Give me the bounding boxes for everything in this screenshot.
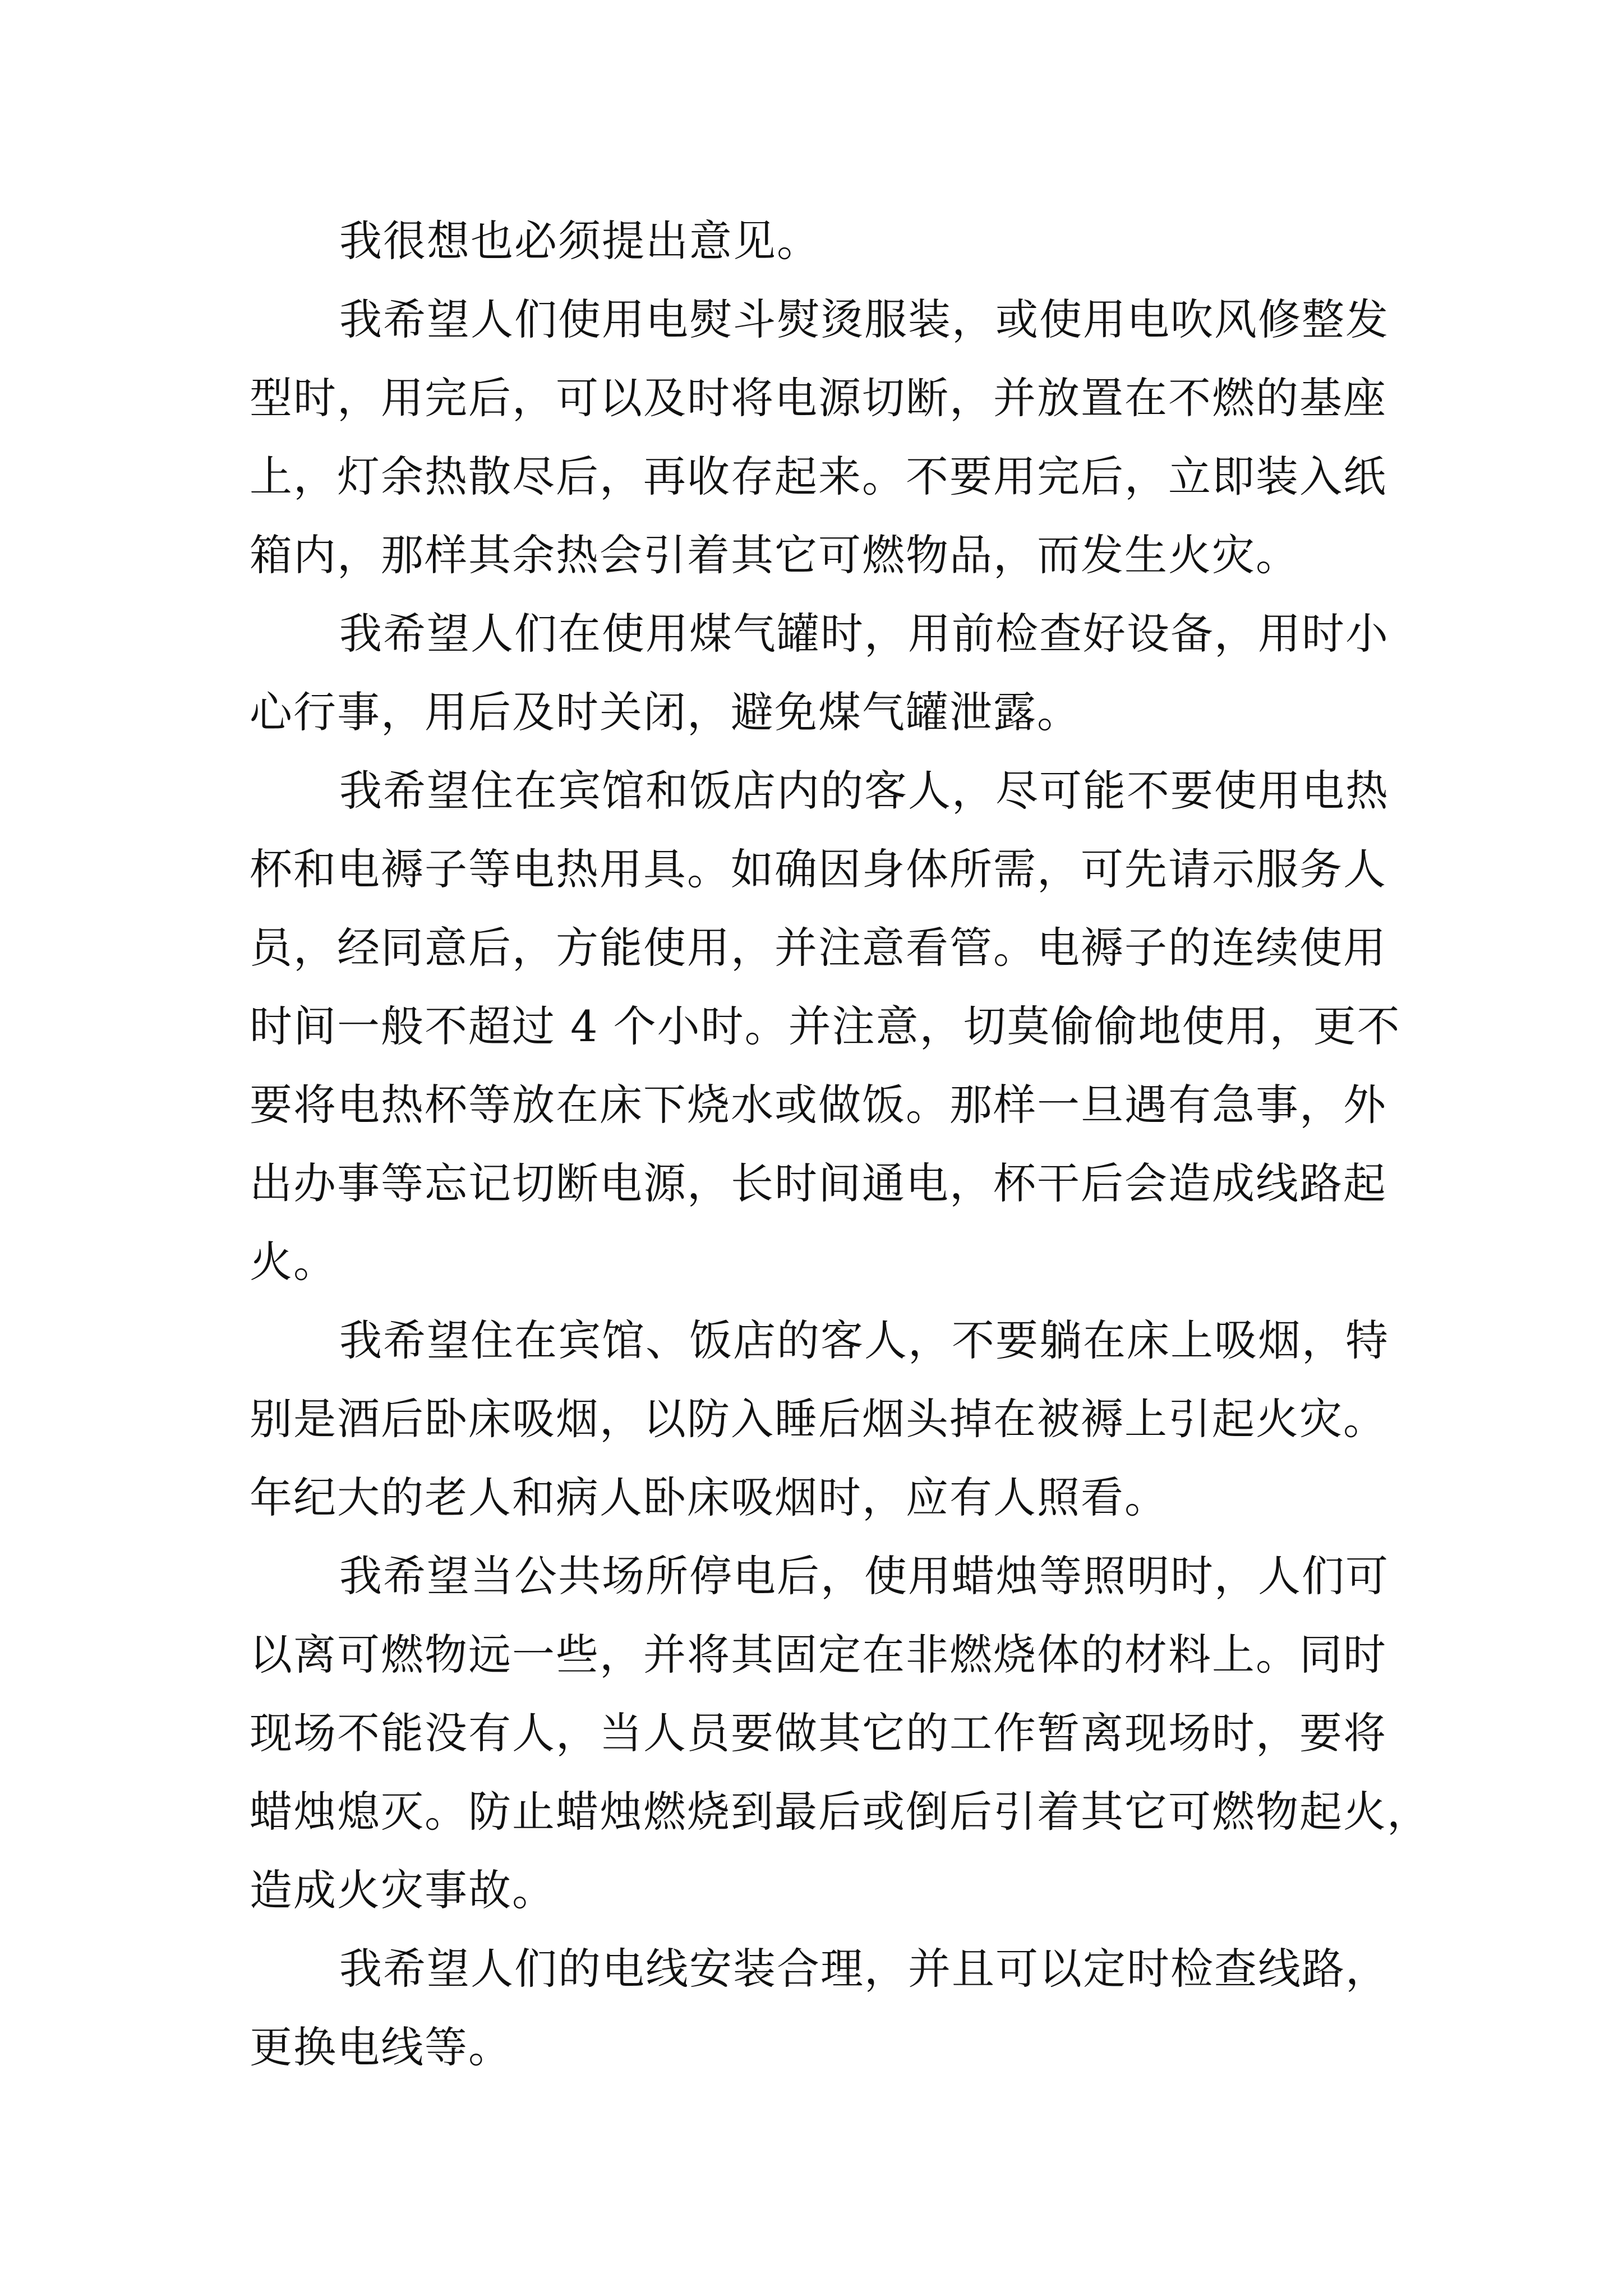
paragraph-line: 现场不能没有人，当人员要做其它的工作暂离现场时，要将 [250,1708,1387,1758]
paragraph-line: 箱内，那样其余热会引着其它可燃物品，而发生火灾。 [250,530,1299,580]
paragraph-line: 别是酒后卧床吸烟，以防入睡后烟头掉在被褥上引起火灾。 [250,1394,1387,1444]
paragraph-line: 杯和电褥子等电热用具。如确因身体所需，可先请示服务人 [250,844,1387,894]
paragraph [250,1930,1389,2087]
paragraph-line: 更换电线等。 [250,2022,512,2072]
document-body [250,202,1431,2087]
paragraph-line: 蜡烛熄灭。防止蜡烛燃烧到最后或倒后引着其它可燃物起火， [250,1787,1431,1837]
paragraph [250,752,1401,1301]
paragraph-line: 我希望当公共场所停电后，使用蜡烛等照明时，人们可 [339,1551,1389,1601]
paragraph-line: 我希望人们的电线安装合理，并且可以定时检查线路， [339,1944,1389,1994]
paragraph [250,595,1389,752]
paragraph [250,1537,1431,1930]
paragraph-line: 要将电热杯等放在床下烧水或做饭。那样一旦遇有急事，外 [250,1080,1387,1130]
paragraph-line: 我希望住在宾馆和饭店内的客人，尽可能不要使用电热 [339,766,1389,816]
paragraph-line: 造成火灾事故。 [250,1865,556,1915]
paragraph-line: 我希望人们在使用煤气罐时，用前检查好设备，用时小 [339,609,1389,659]
paragraph-line: 员，经同意后，方能使用，并注意看管。电褥子的连续使用 [250,923,1387,973]
paragraph-line: 我希望人们使用电熨斗熨烫服装，或使用电吹风修整发 [339,295,1389,344]
paragraph-line: 上，灯余热散尽后，再收存起来。不要用完后，立即装入纸 [250,452,1387,501]
paragraph-line: 火。 [250,1237,337,1287]
paragraph [250,1301,1389,1537]
paragraph-line: 以离可燃物远一些，并将其固定在非燃烧体的材料上。同时 [250,1630,1387,1680]
paragraph-line: 我很想也必须提出意见。 [339,216,820,266]
paragraph-line: 年纪大的老人和病人卧床吸烟时，应有人照看。 [250,1473,1168,1522]
paragraph-line: 出办事等忘记切断电源，长时间通电，杯干后会造成线路起 [250,1158,1387,1208]
paragraph-line: 型时，用完后，可以及时将电源切断，并放置在不燃的基座 [250,373,1387,423]
paragraph-line: 心行事，用后及时关闭，避免煤气罐泄露。 [250,687,1081,737]
paragraph [250,280,1389,595]
paragraph-line: 时间一般不超过 4 个小时。并注意，切莫偷偷地使用，更不 [250,1001,1401,1051]
paragraph-line: 我希望住在宾馆、饭店的客人，不要躺在床上吸烟，特 [339,1315,1389,1365]
paragraph [250,202,1382,280]
